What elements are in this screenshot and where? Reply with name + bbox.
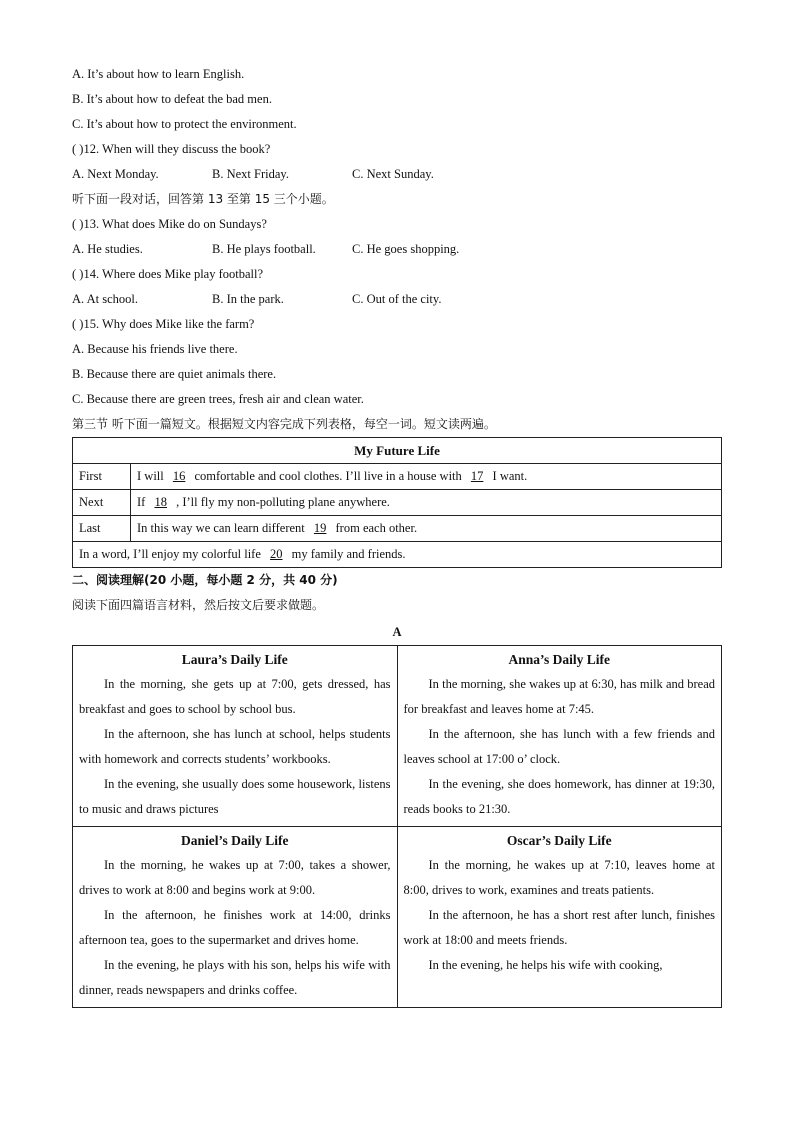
- row-label-next: Next: [73, 490, 131, 516]
- future-table-row-next: [73, 490, 722, 516]
- future-table-row-final: [73, 542, 722, 568]
- instruction-13-15: 听下面一段对话，回答第 13 至第 15 三个小题。: [72, 192, 334, 206]
- oscar-title: Oscar’s Daily Life: [506, 833, 612, 848]
- row-text: In this way we can learn different: [137, 521, 308, 535]
- daily-life-table: [72, 645, 722, 1008]
- row-text: , I’ll fly my non-polluting plane anywhere.: [172, 495, 390, 509]
- q14-option-a: A. At school.: [72, 292, 138, 306]
- q12-option-a: A. Next Monday.: [72, 167, 159, 181]
- oscar-cell: [397, 827, 722, 1008]
- q14-option-c: C. Out of the city.: [352, 292, 442, 306]
- q15-option-a: A. Because his friends live there.: [72, 342, 238, 356]
- part2-heading: 二、阅读理解(20 小题，每小题 2 分，共 40 分): [72, 573, 338, 587]
- q11-option-a: A. It’s about how to learn English.: [72, 67, 245, 81]
- anna-title: Anna’s Daily Life: [508, 652, 610, 667]
- anna-morning: In the morning, she wakes up at 6:30, has milk and bread for breakfast and leaves home at 7:45.: [403, 677, 715, 716]
- row-content-first: [131, 464, 722, 490]
- row-text: comfortable and cool clothes. I’ll live in a house with: [191, 469, 465, 483]
- blank-16: 16: [172, 469, 186, 483]
- blank-20: 20: [270, 547, 283, 561]
- part2-instruction: 阅读下面四篇语言材料，然后按文后要求做题。: [72, 598, 325, 612]
- row-label-first: First: [73, 464, 131, 490]
- future-table-row-first: [73, 464, 722, 490]
- row-content-last: [131, 516, 722, 542]
- daniel-morning: In the morning, he wakes up at 7:00, takes a shower, drives to work at 8:00 and begins work at 9:00.: [79, 858, 391, 897]
- oscar-morning: In the morning, he wakes up at 7:10, leaves home at 8:00, drives to work, examines and treats patients.: [403, 858, 715, 897]
- q12-option-b: B. Next Friday.: [212, 167, 289, 181]
- daniel-cell: [73, 827, 398, 1008]
- q11-option-c: C. It’s about how to protect the environment.: [72, 117, 297, 131]
- q12-question: ( )12. When will they discuss the book?: [72, 142, 271, 156]
- future-table-title: My Future Life: [73, 438, 722, 464]
- q13-question: ( )13. What does Mike do on Sundays?: [72, 217, 267, 231]
- daily-row-1: [73, 646, 722, 827]
- q12-option-c: C. Next Sunday.: [352, 167, 434, 181]
- passage-label: A: [392, 625, 402, 639]
- laura-title: Laura’s Daily Life: [181, 652, 288, 667]
- blank-18: 18: [154, 495, 167, 509]
- row-text: In a word, I’ll enjoy my colorful life: [79, 547, 265, 561]
- q14-option-b: B. In the park.: [212, 292, 284, 306]
- daniel-afternoon: In the afternoon, he finishes work at 14:00, drinks afternoon tea, goes to the supermarket and drives home.: [79, 908, 391, 947]
- q15-option-b: B. Because there are quiet animals there.: [72, 367, 277, 381]
- blank-19: 19: [313, 521, 327, 535]
- q13-option-a: A. He studies.: [72, 242, 143, 256]
- q14-options: [72, 287, 722, 312]
- anna-cell: [397, 646, 722, 827]
- q14-question: ( )14. Where does Mike play football?: [72, 267, 264, 281]
- q13-option-c: C. He goes shopping.: [352, 242, 460, 256]
- laura-evening: In the evening, she usually does some housework, listens to music and draws pictures: [79, 777, 391, 816]
- section3-instruction: 第三节 听下面一篇短文。根据短文内容完成下列表格，每空一词。短文读两遍。: [72, 417, 496, 431]
- daniel-title: Daniel’s Daily Life: [181, 833, 289, 848]
- future-life-table: [72, 437, 722, 568]
- future-table-header-row: [73, 438, 722, 464]
- row-text: from each other.: [332, 521, 418, 535]
- row-content-next: [131, 490, 722, 516]
- q15-question: ( )15. Why does Mike like the farm?: [72, 317, 255, 331]
- future-table-row-last: [73, 516, 722, 542]
- q12-options: [72, 162, 722, 187]
- row-text: I will: [137, 469, 167, 483]
- row-text: my family and friends.: [288, 547, 406, 561]
- daniel-evening: In the evening, he plays with his son, helps his wife with dinner, reads newspapers and drinks coffee.: [79, 958, 391, 997]
- q13-option-b: B. He plays football.: [212, 242, 316, 256]
- anna-evening: In the evening, she does homework, has dinner at 19:30, reads books to 21:30.: [403, 777, 715, 816]
- blank-17: 17: [470, 469, 484, 483]
- oscar-evening: In the evening, he helps his wife with cooking,: [428, 958, 663, 972]
- q13-options: [72, 237, 722, 262]
- q11-option-b: B. It’s about how to defeat the bad men.: [72, 92, 272, 106]
- anna-afternoon: In the afternoon, she has lunch with a few friends and leaves school at 17:00 o’ clock.: [403, 727, 715, 766]
- row-text: If: [137, 495, 149, 509]
- laura-cell: [73, 646, 398, 827]
- laura-morning: In the morning, she gets up at 7:00, gets dressed, has breakfast and goes to school by school bus.: [79, 677, 391, 716]
- row-text: I want.: [489, 469, 528, 483]
- row-content-final: [73, 542, 722, 568]
- daily-row-2: [73, 827, 722, 1008]
- oscar-afternoon: In the afternoon, he has a short rest after lunch, finishes work at 18:00 and meets friends.: [403, 908, 715, 947]
- laura-afternoon: In the afternoon, she has lunch at school, helps students with homework and corrects students’ workbooks.: [79, 727, 391, 766]
- exam-page: [72, 62, 722, 1008]
- q15-option-c: C. Because there are green trees, fresh air and clean water.: [72, 392, 364, 406]
- row-label-last: Last: [73, 516, 131, 542]
